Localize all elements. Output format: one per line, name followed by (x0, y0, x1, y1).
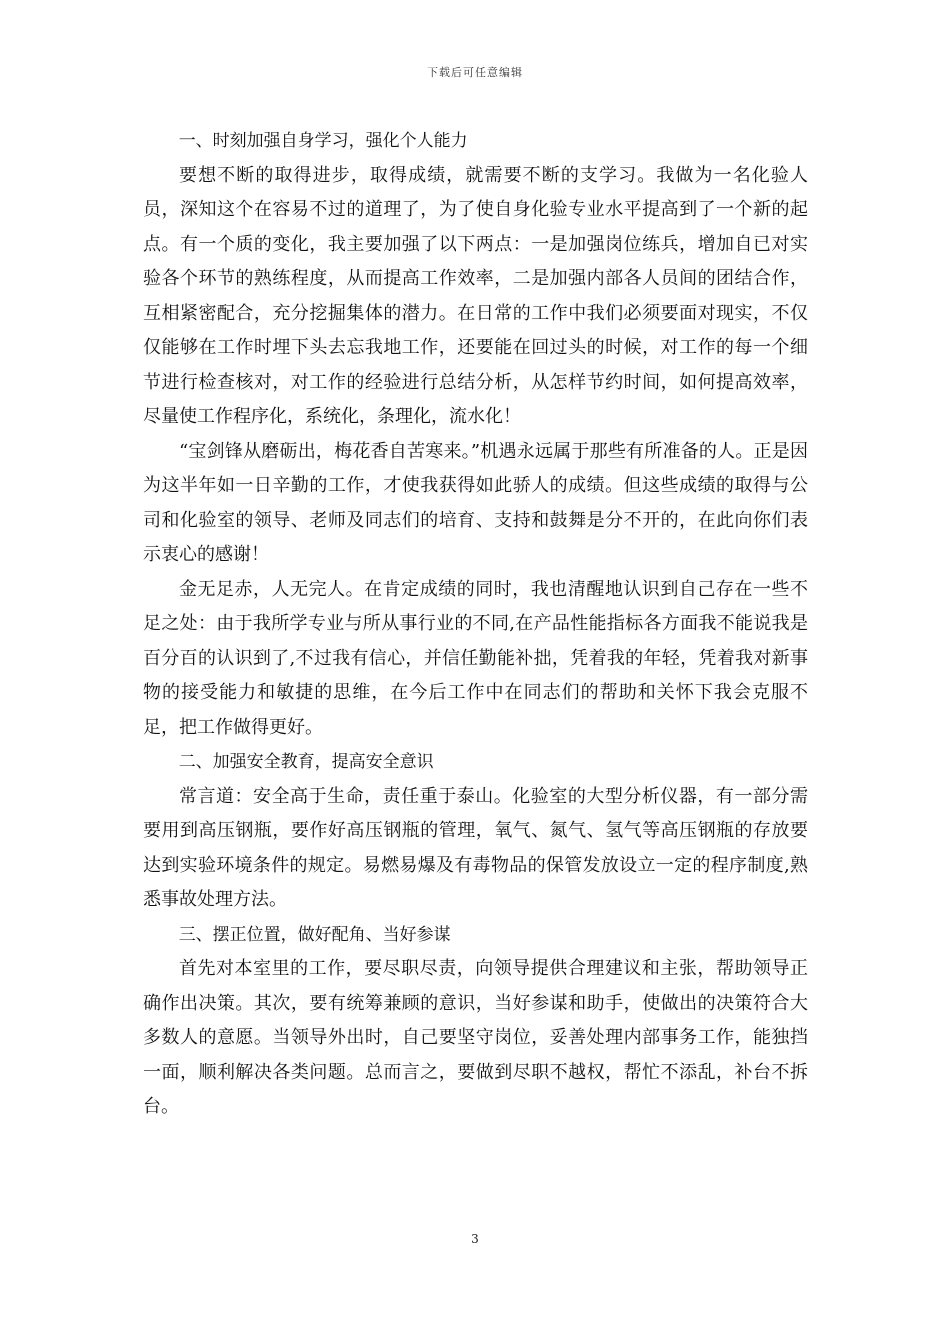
section-1-paragraph-2: “宝剑锋从磨砺出，梅花香自苦寒来。”机遇永远属于那些有所准备的人。正是因为这半年如一日辛勤的工作，才使我获得如此骄人的成绩。但这些成绩的取得与公司和化验室的领导、老师及同志们的培育、支持和鼓舞是分不开的，在此向你们表示衷心的感谢！ (143, 440, 808, 565)
section-1-paragraph-3: 金无足赤，人无完人。在肯定成绩的同时，我也清醒地认识到自己存在一些不足之处：由于我所学专业与所从事行业的不同,在产品性能指标各方面我不能说我是百分百的认识到了,不过我有信心，并信任勤能补拙，凭着我的年轻，凭着我对新事物的接受能力和敏捷的思维，在今后工作中在同志们的帮助和关怀下我会克服不足，把工作做得更好。 (143, 578, 808, 738)
section-3-paragraph-1: 首先对本室里的工作，要尽职尽责，向领导提供合理建议和主张，帮助领导正确作出决策。其次，要有统筹兼顾的意识，当好参谋和助手，使做出的决策符合大多数人的意愿。当领导外出时，自己要坚守岗位，妥善处理内部事务工作，能独挡一面，顺利解决各类问题。总而言之，要做到尽职不越权，帮忙不添乱，补台不拆台。 (143, 958, 808, 1117)
section-1-paragraph-1: 要想不断的取得进步，取得成绩，就需要不断的支学习。我做为一名化验人员，深知这个在容易不过的道理了，为了使自身化验专业水平提高到了一个新的起点。有一个质的变化，我主要加强了以下两点：一是加强岗位练兵，增加自已对实验各个环节的熟练程度，从而提高工作效率，二是加强内部各人员间的团结合作，互相紧密配合，充分挖掘集体的潜力。在日常的工作中我们必须要面对现实，不仅仅能够在工作时埋下头去忘我地工作，还要能在回过头的时候，对工作的每一个细节进行检查核对，对工作的经验进行总结分析，从怎样节约时间，如何提高效率，尽量使工作程序化，系统化，条理化，流水化！ (143, 164, 808, 427)
section-2-paragraph-1: 常言道：安全高于生命，责任重于泰山。化验室的大型分析仪器，有一部分需要用到高压钢瓶，要作好高压钢瓶的管理，氧气、氮气、氢气等高压钢瓶的存放要达到实验环境条件的规定。易燃易爆及有毒物品的保管发放设立一定的程序制度,熟悉事故处理方法。 (143, 785, 808, 910)
page-number: 3 (471, 1232, 479, 1246)
page-header-note: 下载后可任意编辑 (427, 66, 523, 79)
section-3-heading: 三、摆正位置，做好配角、当好参谋 (178, 924, 451, 945)
section-1-heading: 一、时刻加强自身学习，强化个人能力 (178, 131, 468, 151)
section-2-heading: 二、加强安全教育，提高安全意识 (178, 752, 434, 772)
document-body (143, 124, 808, 1125)
